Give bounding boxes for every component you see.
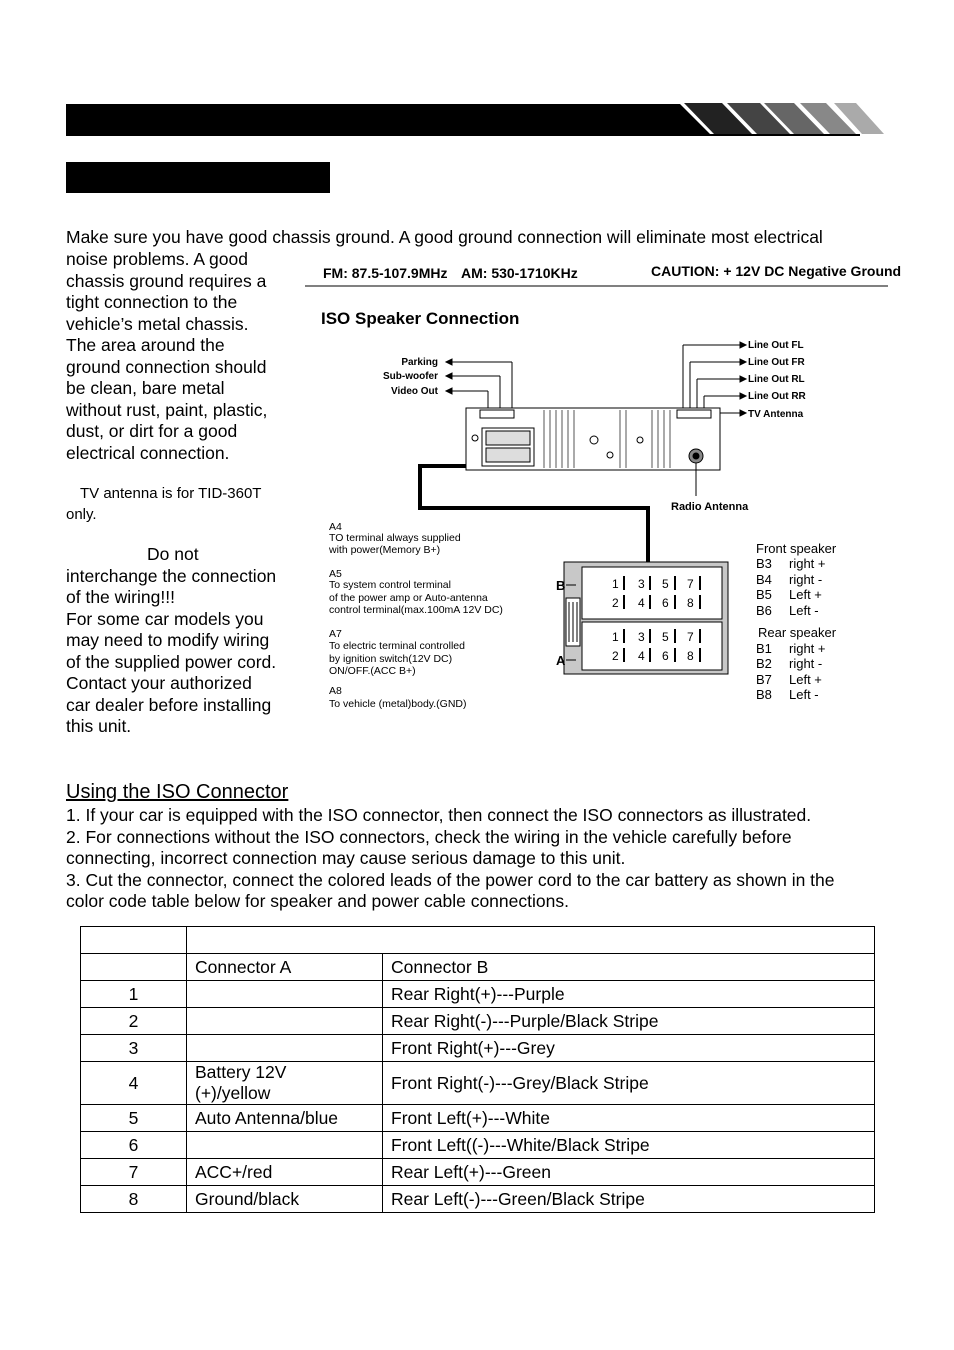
table-cell: Connector A	[187, 954, 383, 981]
text-line: be clean, bare metal	[66, 378, 225, 398]
table-cell	[187, 981, 383, 1008]
pin-function: Left +	[789, 587, 822, 602]
table-cell: ACC+/red	[187, 1159, 383, 1186]
label-line-out-rl: Line Out RL	[748, 374, 805, 385]
pin-function: right -	[789, 656, 823, 671]
label-radio-antenna: Radio Antenna	[671, 501, 749, 513]
table-cell: Auto Antenna/blue	[187, 1105, 383, 1132]
table-cell: Ground/black	[187, 1186, 383, 1213]
connector-a-letter: A	[556, 653, 566, 668]
pin-function: Left -	[789, 603, 819, 618]
a4-desc: TO terminal always supplied	[329, 532, 461, 544]
table-cell	[187, 1132, 383, 1159]
table-cell	[81, 927, 187, 954]
table-row	[81, 1008, 875, 1035]
pin-function: right -	[789, 572, 823, 587]
text-line: Do not	[147, 544, 199, 564]
a8-label: A8	[329, 685, 342, 697]
table-cell: 6	[81, 1132, 187, 1159]
table-cell: Connector B	[383, 954, 875, 981]
table-cell: 2	[81, 1008, 187, 1035]
text-line: For some car models you	[66, 608, 264, 629]
table-row	[81, 1159, 875, 1186]
table-cell: Rear Left(-)---Green/Black Stripe	[383, 1186, 875, 1213]
a5-label: A5	[329, 568, 342, 580]
pin-label: 8	[687, 596, 694, 610]
text-line: electrical connection.	[66, 442, 230, 463]
table-cell: 1	[81, 981, 187, 1008]
pin-label: 1	[612, 577, 619, 591]
label-parking: Parking	[401, 357, 438, 368]
pin-label: 1	[612, 630, 619, 644]
text-line: tight connection to the	[66, 292, 238, 312]
pin-label: 5	[662, 577, 669, 591]
text-line: this unit.	[66, 716, 132, 736]
table-cell: Front Right(+)---Grey	[383, 1035, 875, 1062]
color-code-table	[80, 926, 875, 1213]
text-line: car dealer before installing	[66, 694, 272, 715]
intro-line: Make sure you have good chassis ground. A good ground connection will eliminate most electrical	[66, 227, 823, 247]
iso-instructions	[66, 805, 835, 913]
table-cell: 8	[81, 1186, 187, 1213]
pin-code: B4	[756, 572, 772, 587]
table-row	[81, 1062, 875, 1105]
a5-desc: To system control terminal	[329, 579, 451, 591]
pin-code: B8	[756, 687, 772, 702]
pin-label: 8	[687, 649, 694, 663]
table-row	[81, 1132, 875, 1159]
pin-code: B3	[756, 556, 772, 571]
fm-range: FM: 87.5-107.9MHz	[323, 265, 448, 281]
text-line: vehicle’s metal chassis.	[66, 313, 249, 334]
pin-label: 4	[638, 649, 645, 663]
table-title-row	[81, 927, 875, 954]
pin-label: 3	[638, 630, 645, 644]
text-line: ground connection should	[66, 356, 267, 377]
text-line: without rust, paint, plastic,	[66, 399, 268, 420]
pin-function: Left -	[789, 687, 819, 702]
a7-label: A7	[329, 628, 342, 640]
pin-code: B1	[756, 641, 772, 656]
label-line-out-rr: Line Out RR	[748, 391, 806, 402]
label-subwoofer: Sub-woofer	[383, 371, 438, 382]
a7-desc: by ignition switch(12V DC)	[329, 653, 453, 665]
iso-heading: Using the ISO Connector	[66, 781, 289, 803]
pin-label: 4	[638, 596, 645, 610]
connector-b-letter: B	[556, 578, 566, 593]
pin-label: 3	[638, 577, 645, 591]
text-line: 2. For connections without the ISO connectors, check the wiring in the vehicle carefully before	[66, 826, 792, 847]
caution-label: CAUTION: + 12V DC Negative Ground	[651, 263, 902, 279]
text-line: of the supplied power cord.	[66, 651, 277, 672]
text-line: interchange the connection	[66, 565, 277, 586]
pin-code: B6	[756, 603, 772, 618]
text-line: connecting, incorrect connection may cause serious damage to this unit.	[66, 848, 626, 868]
rear-speaker-title: Rear speaker	[758, 625, 837, 640]
text-line: dust, or dirt for a good	[66, 421, 238, 441]
label-tv-antenna: TV Antenna	[748, 409, 804, 420]
pin-function: Left +	[789, 672, 822, 687]
text-line: chassis ground requires a	[66, 270, 267, 291]
table-cell: Front Left(+)---White	[383, 1105, 875, 1132]
text-line: of the wiring!!!	[66, 587, 175, 607]
a8-desc: To vehicle (metal)body.(GND)	[329, 698, 467, 710]
text-line: TV antenna is for TID-360T	[80, 485, 262, 502]
table-cell: 5	[81, 1105, 187, 1132]
table-row	[81, 1105, 875, 1132]
iso-connector	[564, 562, 728, 674]
table-cell	[187, 927, 875, 954]
pin-label: 7	[687, 630, 694, 644]
pin-function: right +	[789, 556, 826, 571]
table-cell	[81, 954, 187, 981]
label-line-out-fr: Line Out FR	[748, 357, 805, 368]
pin-label: 2	[612, 649, 619, 663]
text-line: color code table below for speaker and power cable connections.	[66, 891, 569, 911]
label-video-out: Video Out	[390, 386, 438, 397]
pin-code: B2	[756, 656, 772, 671]
table-cell: Rear Right(+)---Purple	[383, 981, 875, 1008]
table-cell: 4	[81, 1062, 187, 1105]
table-cell	[187, 1035, 383, 1062]
table-header-row	[81, 954, 875, 981]
text-line: The area around the	[66, 335, 225, 355]
table-cell: Front Left((-)---White/Black Stripe	[383, 1132, 875, 1159]
pin-code: B7	[756, 672, 772, 687]
text-line: 1. If your car is equipped with the ISO connector, then connect the ISO connectors as illustrated.	[66, 805, 812, 825]
text-line: may need to modify wiring	[66, 630, 270, 650]
table-cell: Rear Left(+)---Green	[383, 1159, 875, 1186]
head-unit-back	[466, 408, 720, 470]
label-line-out-fl: Line Out FL	[748, 340, 804, 351]
pin-code: B5	[756, 587, 772, 602]
a5-desc: control terminal(max.100mA 12V DC)	[329, 604, 503, 616]
table-cell: 3	[81, 1035, 187, 1062]
front-speaker-title: Front speaker	[756, 541, 837, 556]
pin-label: 2	[612, 596, 619, 610]
text-line: only.	[66, 506, 97, 523]
a4-desc: with power(Memory B+)	[329, 544, 441, 556]
pin-label: 6	[662, 649, 669, 663]
a7-desc: ON/OFF.(ACC B+)	[329, 665, 416, 677]
table-row	[81, 981, 875, 1008]
table-cell: 7	[81, 1159, 187, 1186]
pin-function: right +	[789, 641, 826, 656]
table-row	[81, 1186, 875, 1213]
pin-label: 5	[662, 630, 669, 644]
pin-label: 6	[662, 596, 669, 610]
diagram-title: ISO Speaker Connection	[321, 309, 520, 328]
text-line: Contact your authorized	[66, 673, 252, 693]
a7-desc: To electric terminal controlled	[329, 640, 465, 652]
a5-desc: of the power amp or Auto-antenna	[329, 592, 488, 604]
pin-label: 7	[687, 577, 694, 591]
a4-label: A4	[329, 521, 342, 533]
text-line: noise problems. A good	[66, 249, 248, 269]
text-line: 3. Cut the connector, connect the colored leads of the power cord to the car battery as shown in the	[66, 869, 835, 890]
table-cell	[187, 1008, 383, 1035]
am-range: AM: 530-1710KHz	[461, 265, 578, 281]
table-cell: Battery 12V (+)/yellow	[187, 1062, 383, 1105]
table-row	[81, 1035, 875, 1062]
table-cell: Rear Right(-)---Purple/Black Stripe	[383, 1008, 875, 1035]
table-cell: Front Right(-)---Grey/Black Stripe	[383, 1062, 875, 1105]
